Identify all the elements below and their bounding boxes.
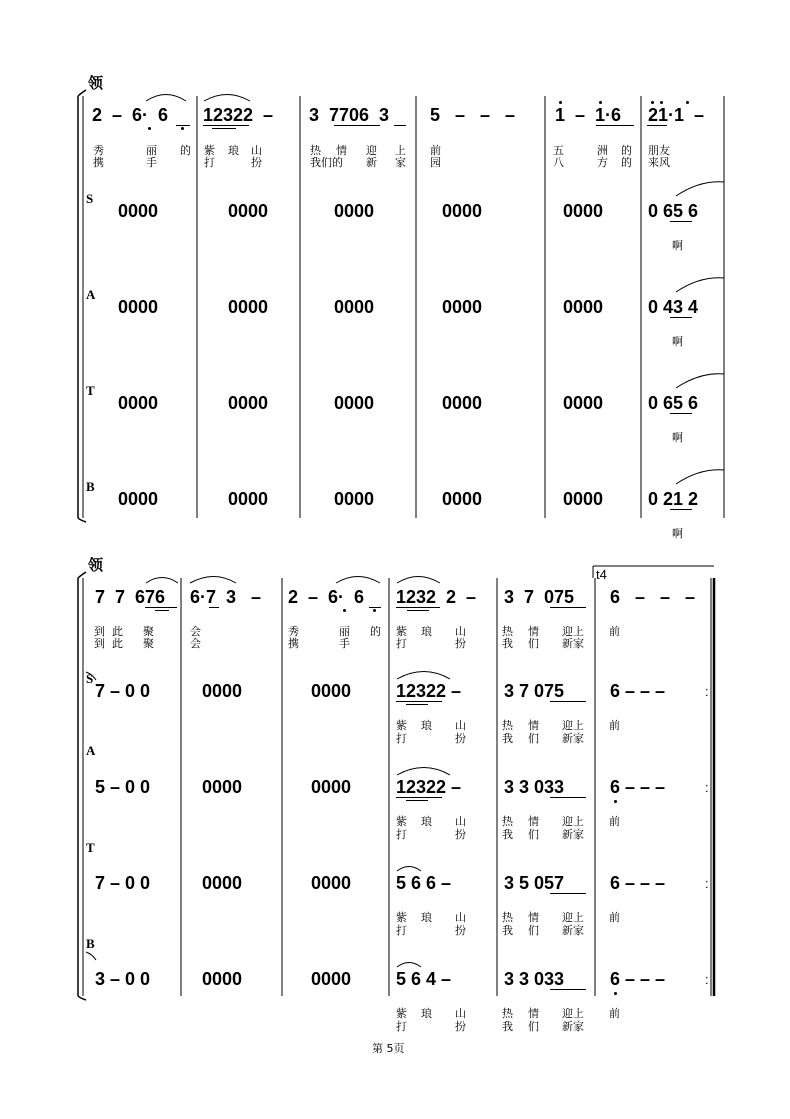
s1-s-m6: 0 65 6 <box>648 201 699 221</box>
s1-lead-m3: 3 7706 3 <box>309 105 390 125</box>
s1-lead-m1: 2 – 6· 6 <box>92 105 169 125</box>
s2-b-m5: 3 3 033 <box>504 969 565 989</box>
s2-t-m5: 3 5 057 <box>504 873 565 893</box>
s2-s-m1: 7 – 0 0 <box>95 681 151 701</box>
s2-a-m6: 6 – – – <box>610 777 666 797</box>
s2-lead-m2: 6·7 3 – <box>190 587 262 607</box>
s1-lead-m4: 5 – – – <box>430 105 516 125</box>
s2-lead-m3: 2 – 6· 6 <box>288 587 365 607</box>
s2-a-m4: 12322 – <box>396 777 462 797</box>
page-number: 第 5页 <box>372 1042 405 1055</box>
s2-label-s: S <box>86 671 94 686</box>
s1-b-lyric: 啊 <box>672 527 683 540</box>
s2-label-b: B <box>86 936 95 951</box>
s2-a-m1: 5 – 0 0 <box>95 777 151 797</box>
s2-label-a: A <box>86 743 96 758</box>
s1-lead-m2: 12322 – <box>203 105 274 125</box>
s2-b-m4: 5 6 4 – <box>396 969 452 989</box>
s1-t-m6: 0 65 6 <box>648 393 699 413</box>
s1-label-a: A <box>86 287 96 302</box>
lead-label-2: 领 <box>88 556 104 574</box>
s1-lead-m5: 1 – 1·6 <box>555 105 622 125</box>
s2-lyric-1: 到 <box>94 625 105 638</box>
s1-lyric-1: 秀 <box>93 144 104 157</box>
s2-s-m6: 6 – – – <box>610 681 666 701</box>
s1-label-t: T <box>86 383 95 398</box>
s2-lead-m6: 6 – – – <box>610 587 696 607</box>
s2-s-m5: 3 7 075 <box>504 681 565 701</box>
lead-label-1: 领 <box>88 74 104 92</box>
s2-lead-m4: 1232 2 – <box>396 587 477 607</box>
s2-t-m1: 7 – 0 0 <box>95 873 151 893</box>
s2-lyric-2: 到 <box>94 637 105 650</box>
score-page: 领 2 – 6· 6 12322 – 3 7706 3 5 – – – 1 – 1·6 21·1 – 秀 丽 的 紫 琅 山 热 情 迎 上 前 五 洲 的 朋友 携 手 打 扮 我们的 新 家 园 八 方 的 来风 S A T B 0000 0000 0000 0000 0000 0000 0000 0000 0000 0000 0000 0000 0000 0000 0000 0000 0000 0000 0000 0000 0 65 6 0 43 4 0 65 6 0 21 2 啊 啊 啊 啊 领 t4 7 7 676 6·7 3 – 2 – 6· 6 1232 2 – 3 7 075 6 – – – 到 此 聚 会 秀 丽 的 紫 琅 山 热 情 迎上 前 到 此 聚 会 携 手 打 扮 我 们 新家 S A T B 7 – 0 0 0000 0000 12322 – 3 7 075 6 – – – : 5 – 0 0 0000 0000 12322 – 3 3 033 6 – – – : 7 – 0 0 0000 0000 5 6 6 – 3 5 057 6 – – – : 3 – 0 0 0000 0000 5 6 4 – 3 3 033 6 – – – : 紫 琅 山 热 情 迎上 前 打 扮 我 们 新家 紫 琅 山 热 情 迎上 前 打 扮 我 们 新家 紫 琅 山 热 情 迎上 前 打 扮 我 们 新家 紫 琅 山 热 情 迎上 前 打 扮 我 们 新家 第 5页 <box>0 0 790 1119</box>
s2-lead-m5: 3 7 075 <box>504 587 575 607</box>
s1-label-b: B <box>86 479 95 494</box>
volta-label: t4 <box>596 567 607 582</box>
s1-a-m6: 0 43 4 <box>648 297 699 317</box>
s2-a-m5: 3 3 033 <box>504 777 565 797</box>
s1-lyric-2: 携 <box>93 156 104 169</box>
s1-label-s: S <box>86 191 94 206</box>
s2-t-m6: 6 – – – <box>610 873 666 893</box>
s2-label-t: T <box>86 840 95 855</box>
s1-b-m6: 0 21 2 <box>648 489 699 509</box>
s1-a-lyric: 啊 <box>672 335 683 348</box>
s1-t-lyric: 啊 <box>672 431 683 444</box>
s2-t-m4: 5 6 6 – <box>396 873 452 893</box>
s2-lead-m1: 7 7 676 <box>95 587 166 607</box>
s2-b-m1: 3 – 0 0 <box>95 969 151 989</box>
s1-s-lyric: 啊 <box>672 239 683 252</box>
s1-lead-m6: 21·1 – <box>648 105 705 125</box>
s2-b-m6: 6 – – – <box>610 969 666 989</box>
s2-s-m4: 12322 – <box>396 681 462 701</box>
